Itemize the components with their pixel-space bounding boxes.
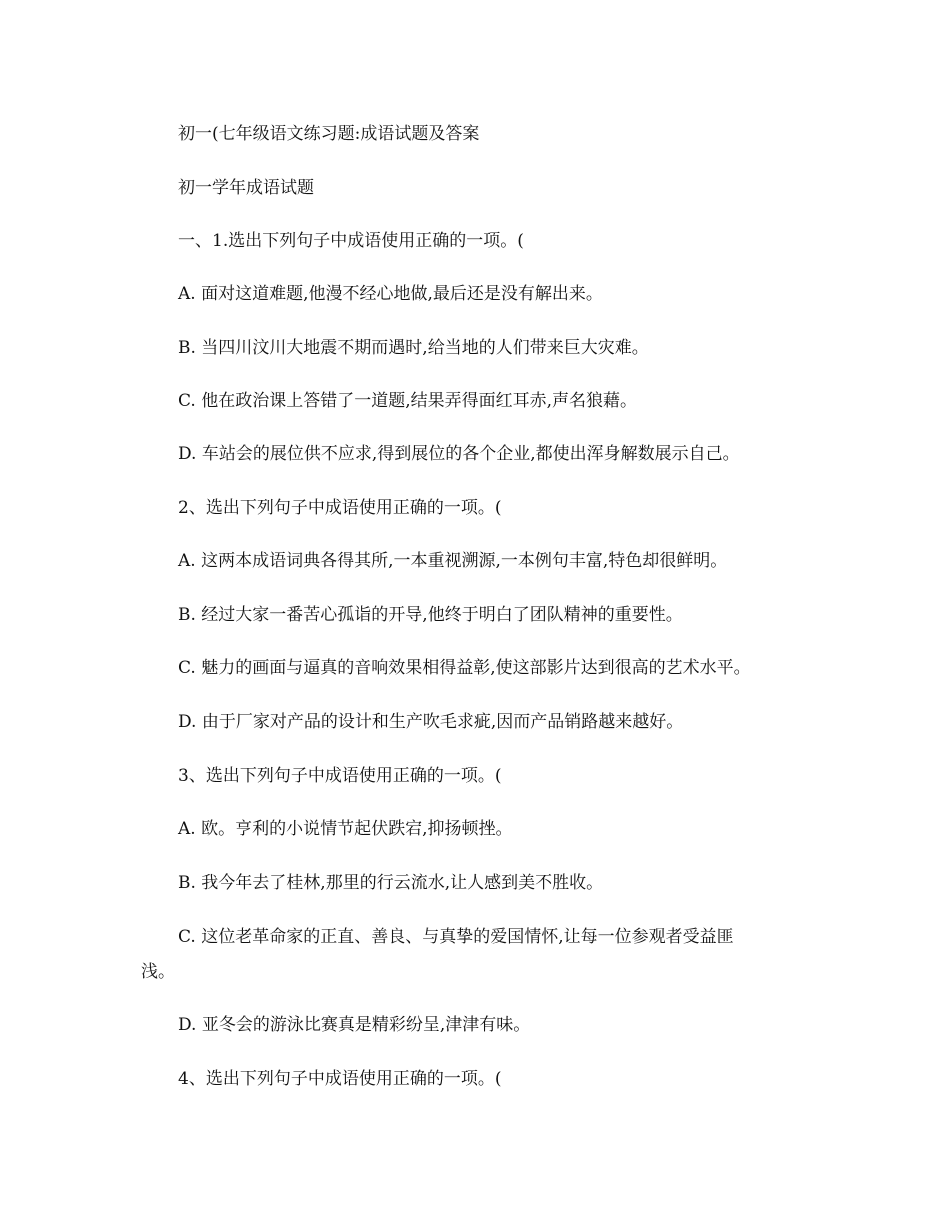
question-1-option-c: C. 他在政治课上答错了一道题,结果弄得面红耳赤,声名狼藉。 bbox=[178, 391, 638, 411]
question-2-stem: 2、选出下列句子中成语使用正确的一项。( bbox=[178, 498, 502, 518]
document-subtitle: 初一学年成语试题 bbox=[178, 178, 314, 198]
question-3-stem: 3、选出下列句子中成语使用正确的一项。( bbox=[178, 766, 502, 786]
document-title: 初一(七年级语文练习题:成语试题及答案 bbox=[178, 124, 480, 144]
question-1-option-d: D. 车站会的展位供不应求,得到展位的各个企业,都使出浑身解数展示自己。 bbox=[178, 444, 740, 464]
question-1-option-b: B. 当四川汶川大地震不期而遇时,给当地的人们带来巨大灾难。 bbox=[178, 338, 649, 358]
question-2-option-b: B. 经过大家一番苦心孤诣的开导,他终于明白了团队精神的重要性。 bbox=[178, 605, 683, 625]
question-3-option-d: D. 亚冬会的游泳比赛真是精彩纷呈,津津有味。 bbox=[178, 1015, 531, 1035]
question-2-option-d: D. 由于厂家对产品的设计和生产吹毛求疵,因而产品销路越来越好。 bbox=[178, 712, 684, 732]
question-2-option-a: A. 这两本成语词典各得其所,一本重视溯源,一本例句丰富,特色却很鲜明。 bbox=[178, 551, 728, 571]
question-3-option-c-line-1: C. 这位老革命家的正直、善良、与真挚的爱国情怀,让每一位参观者受益匪 bbox=[178, 927, 734, 947]
question-3-option-c-line-2: 浅。 bbox=[141, 962, 175, 982]
question-2-option-c: C. 魅力的画面与逼真的音响效果相得益彰,使这部影片达到很高的艺术水平。 bbox=[178, 658, 751, 678]
question-4-stem: 4、选出下列句子中成语使用正确的一项。( bbox=[178, 1069, 502, 1089]
question-3-option-a: A. 欧。亨利的小说情节起伏跌宕,抑扬顿挫。 bbox=[178, 819, 513, 839]
question-3-option-b: B. 我今年去了桂林,那里的行云流水,让人感到美不胜收。 bbox=[178, 873, 604, 893]
question-1-stem: 一、1.选出下列句子中成语使用正确的一项。( bbox=[178, 231, 524, 251]
question-1-option-a: A. 面对这道难题,他漫不经心地做,最后还是没有解出来。 bbox=[178, 284, 603, 304]
